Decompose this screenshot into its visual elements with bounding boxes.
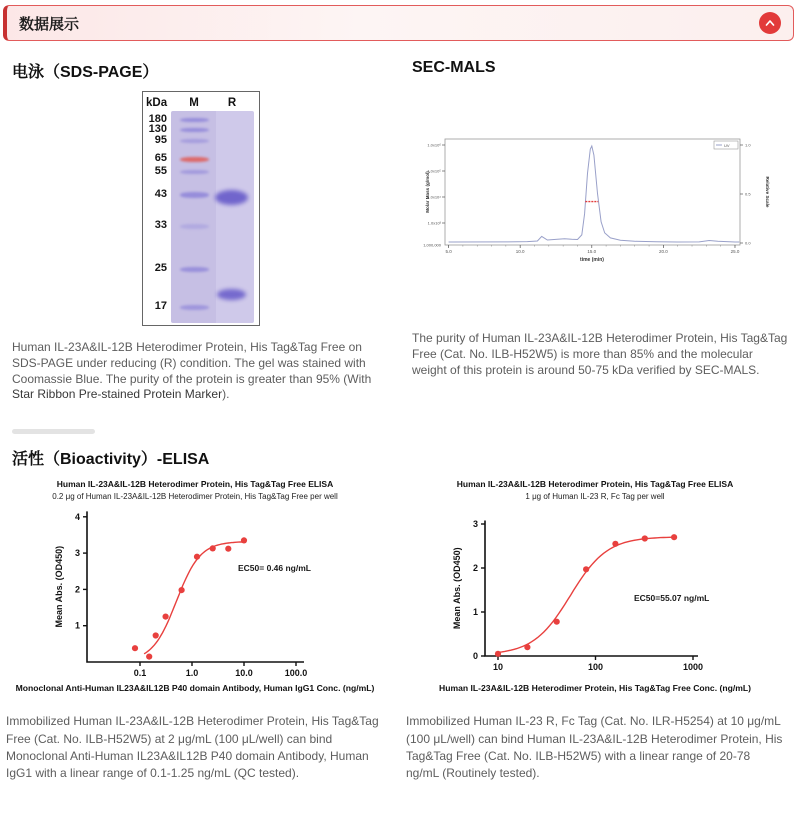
gel-marker-band bbox=[180, 139, 209, 143]
elisa-chart-right bbox=[400, 507, 790, 679]
gel-marker-label: 43 bbox=[154, 188, 167, 200]
y-tick-label: 0 bbox=[472, 651, 478, 662]
data-point bbox=[194, 554, 200, 560]
data-point bbox=[554, 619, 560, 625]
chevron-up-icon bbox=[763, 17, 777, 29]
y-axis-title: Mean Abs. (OD450) bbox=[54, 546, 64, 628]
data-point bbox=[612, 541, 618, 547]
data-point bbox=[671, 534, 677, 540]
gel-lane-r-header: R bbox=[227, 97, 237, 109]
sec-mals-section-title: SEC-MALS bbox=[412, 59, 496, 76]
gel-marker-band bbox=[180, 128, 209, 132]
gel-marker-band bbox=[180, 118, 209, 122]
x-tick-label: 0.1 bbox=[133, 668, 147, 679]
sec-yl-tick-label: 1.0x10⁶ bbox=[427, 142, 441, 148]
data-point bbox=[146, 654, 152, 660]
gel-marker-label: 17 bbox=[154, 300, 167, 312]
gel-marker-band bbox=[180, 267, 209, 272]
gel-sample-band bbox=[217, 289, 246, 300]
sds-page-section bbox=[0, 59, 400, 403]
sec-yl-tick-label: 1.0x10⁵ bbox=[427, 168, 441, 174]
sec-x-axis-title: time (min) bbox=[580, 257, 604, 263]
elisa-left-caption: Immobilized Human IL-23A&IL-12B Heterodimer Protein, His Tag&Tag Free (Cat. No. ILB-H52W5) at 2 μg/mL (100 μL/well) can bind Monoclonal Anti-Human IL23A&IL12B P40 domain Antibody, Human IgG1 with a linear range of 0.1-1.25 ng/mL (QC tested). bbox=[6, 714, 379, 781]
data-point bbox=[583, 567, 589, 573]
data-point bbox=[132, 645, 138, 651]
elisa-right-subtitle: 1 μg of Human IL-23 R, Fc Tag per well bbox=[525, 492, 665, 502]
x-tick-label: 10 bbox=[492, 662, 504, 673]
gel-marker-band bbox=[180, 224, 209, 229]
y-tick-label: 1 bbox=[472, 607, 478, 618]
sec-yl-tick-label: 1.0x10⁴ bbox=[427, 194, 441, 200]
sec-mals-caption: The purity of Human IL-23A&IL-12B Heterodimer Protein, His Tag&Tag Free (Cat. No. ILB-H52W5) is more than 85% and the molecular weight of this protein is around 50-75 kDa verified by SEC-MALS. bbox=[412, 331, 788, 377]
gel-strip bbox=[171, 111, 254, 323]
y-tick-label: 3 bbox=[472, 519, 478, 530]
gel-marker-band bbox=[180, 157, 209, 162]
fit-curve bbox=[144, 542, 245, 654]
y-tick-label: 2 bbox=[472, 563, 478, 574]
x-tick-label: 1.0 bbox=[185, 668, 199, 679]
ec50-annotation: EC50=55.07 ng/mL bbox=[634, 593, 710, 604]
data-point bbox=[495, 651, 501, 657]
data-point bbox=[241, 538, 247, 544]
gel-marker-band bbox=[180, 170, 209, 174]
plot-axes bbox=[87, 512, 304, 663]
sec-mals-section bbox=[400, 59, 800, 403]
sec-mals-chart bbox=[422, 129, 785, 267]
y-axis-title: Mean Abs. (OD450) bbox=[452, 547, 462, 630]
y-tick-label: 4 bbox=[74, 512, 80, 523]
data-point bbox=[524, 644, 530, 650]
elisa-figure-right bbox=[400, 477, 790, 783]
sec-x-tick-label: 5.0 bbox=[445, 249, 452, 254]
ec50-annotation: EC50= 0.46 ng/mL bbox=[238, 563, 311, 574]
sec-yl-bottom-label: 1,000,000 bbox=[423, 242, 441, 248]
gel-marker-label: 180 bbox=[148, 113, 167, 125]
sec-yr-tick-label: 1.0 bbox=[745, 142, 751, 148]
gel-marker-label: 130 bbox=[148, 123, 167, 135]
y-tick-label: 2 bbox=[74, 584, 80, 595]
elisa-left-xlabel: Monoclonal Anti-Human IL23A&IL12B P40 domain Antibody, Human IgG1 Conc. (ng/mL) bbox=[15, 683, 375, 694]
elisa-left-subtitle: 0.2 μg of Human IL-23A&IL-12B Heterodimer Protein, His Tag&Tag Free per well bbox=[52, 492, 338, 502]
y-tick-label: 3 bbox=[74, 548, 80, 559]
plot-axes bbox=[485, 521, 698, 657]
data-point bbox=[153, 633, 159, 639]
bioactivity-section-title: 活性（Bioactivity）-ELISA bbox=[12, 451, 210, 469]
sds-page-gel-image bbox=[142, 91, 260, 326]
x-tick-label: 100 bbox=[587, 662, 604, 673]
gel-sample-band bbox=[215, 190, 248, 205]
gel-marker-label: 65 bbox=[154, 152, 167, 164]
elisa-chart-left bbox=[0, 507, 390, 679]
sec-plot-box bbox=[445, 139, 740, 245]
gel-marker-band bbox=[180, 192, 209, 198]
sec-x-tick-label: 25.0 bbox=[730, 249, 740, 254]
gel-marker-label: 33 bbox=[154, 219, 167, 231]
sec-left-axis-title: Molar Mass (g/mol) bbox=[425, 171, 430, 213]
divider-bar bbox=[12, 429, 95, 434]
y-tick-label: 1 bbox=[74, 621, 80, 632]
x-tick-label: 10.0 bbox=[235, 668, 253, 679]
elisa-figure-left bbox=[0, 477, 390, 783]
sec-x-tick-label: 10.0 bbox=[515, 249, 525, 254]
sds-caption-end: ). bbox=[222, 387, 230, 402]
sec-yr-tick-label: 0.5 bbox=[745, 191, 751, 197]
gel-marker-label: 95 bbox=[154, 134, 167, 146]
page-title: 数据展示 bbox=[19, 15, 80, 33]
data-point bbox=[163, 614, 169, 620]
sec-x-tick-label: 15.0 bbox=[587, 249, 597, 254]
gel-marker-band bbox=[180, 305, 209, 310]
elisa-right-title: Human IL-23A&IL-12B Heterodimer Protein, His Tag&Tag Free ELISA bbox=[456, 479, 734, 490]
elisa-right-caption: Immobilized Human IL-23 R, Fc Tag (Cat. No. ILR-H5254) at 10 μg/mL (100 μL/well) can bind Human IL-23A&IL-12B Heterodimer Protein, His Tag&Tag Free (Cat. No. ILB-H52W5) with a linear range of 20-78 ng/mL (Routinely tested). bbox=[406, 714, 783, 781]
gel-kda-header: kDa bbox=[146, 97, 168, 109]
sec-yr-tick-label: 0.0 bbox=[745, 240, 751, 246]
elisa-right-xlabel: Human IL-23A&IL-12B Heterodimer Protein, His Tag&Tag Free Conc. (ng/mL) bbox=[439, 683, 751, 694]
elisa-left-title: Human IL-23A&IL-12B Heterodimer Protein, His Tag&Tag Free ELISA bbox=[56, 479, 334, 490]
data-point bbox=[179, 587, 185, 593]
gel-marker-label: 25 bbox=[154, 262, 167, 274]
bioactivity-figures bbox=[0, 477, 800, 783]
x-tick-label: 100.0 bbox=[284, 668, 308, 679]
sec-yl-tick-label: 1.0x10³ bbox=[427, 220, 441, 226]
collapse-section-button[interactable] bbox=[759, 12, 781, 34]
sec-right-axis-title: Relative Scale bbox=[765, 176, 770, 208]
sds-caption-text: Human IL-23A&IL-12B Heterodimer Protein, His Tag&Tag Free on SDS-PAGE under reducing (R) condition. The gel was stained with Coomassie Blue. The purity of the protein is greater than 95% (With bbox=[12, 340, 372, 386]
sds-section-title: 电泳（SDS-PAGE） bbox=[12, 64, 159, 81]
data-point bbox=[642, 536, 648, 542]
sds-caption bbox=[12, 340, 388, 403]
data-point bbox=[225, 546, 231, 552]
sec-x-tick-label: 20.0 bbox=[658, 249, 668, 254]
gel-marker-label: 55 bbox=[154, 165, 167, 177]
gel-lane-m-header: M bbox=[189, 97, 199, 109]
x-tick-label: 1000 bbox=[682, 662, 704, 673]
data-display-header bbox=[3, 5, 794, 41]
marker-product-name: Star Ribbon Pre-stained Protein Marker bbox=[12, 387, 223, 402]
top-sections bbox=[0, 59, 800, 403]
product-data-page bbox=[0, 5, 800, 783]
sec-legend-label: UV bbox=[724, 143, 730, 148]
data-point bbox=[210, 546, 216, 552]
